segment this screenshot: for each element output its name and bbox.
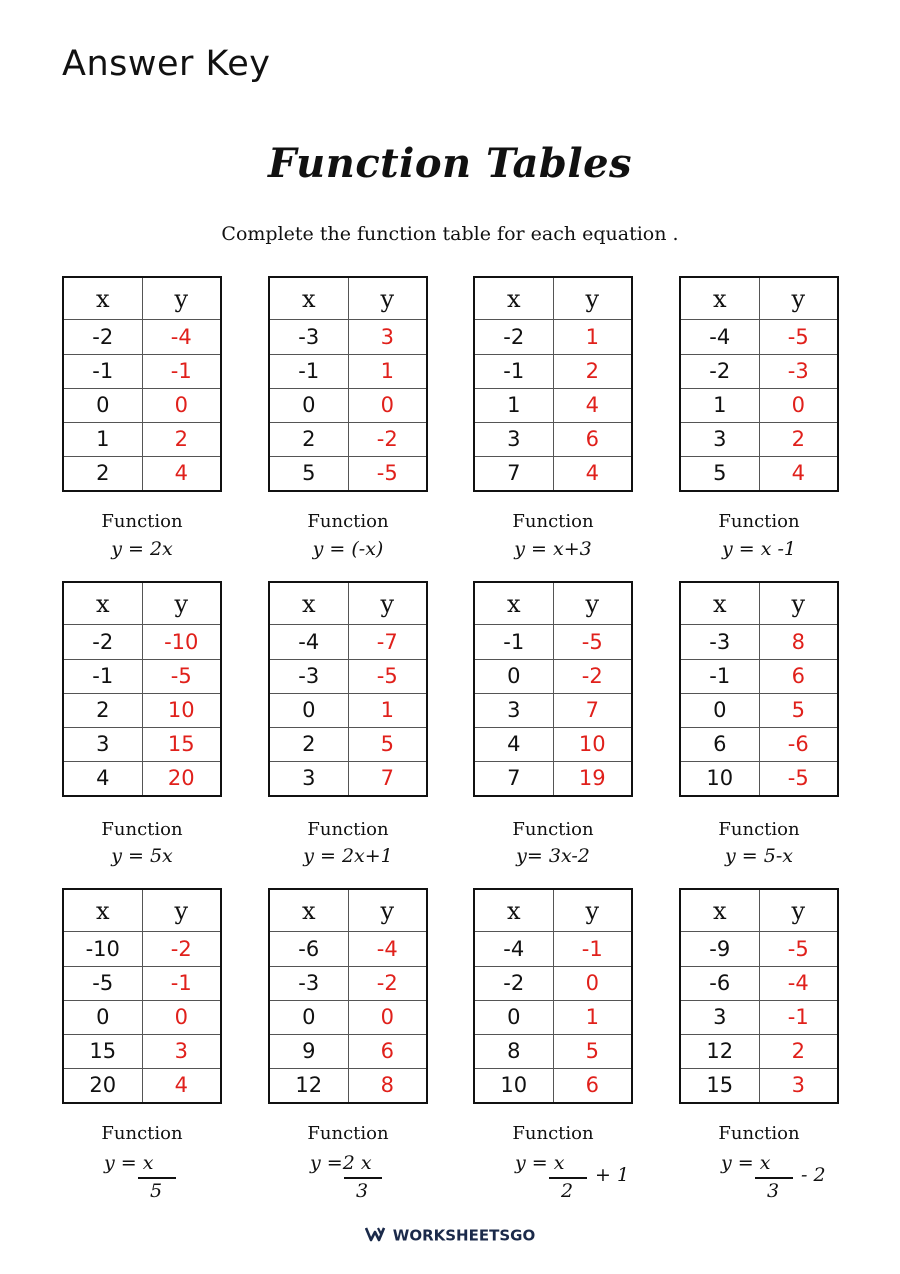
- function-table: [268, 581, 428, 797]
- table-row: [269, 727, 427, 761]
- x-value: -3: [269, 659, 348, 693]
- column-header-x: x: [269, 889, 348, 932]
- function-label: Function: [101, 511, 183, 532]
- table-row: [680, 354, 838, 388]
- column-header-y: y: [553, 277, 632, 320]
- y-answer: 4: [142, 456, 221, 491]
- table-row: [680, 693, 838, 727]
- x-value: -1: [63, 659, 142, 693]
- table-row: [474, 1000, 632, 1034]
- y-answer: 5: [759, 693, 838, 727]
- function-label: Function: [718, 1123, 800, 1144]
- function-table: [62, 276, 222, 492]
- table-row: [474, 659, 632, 693]
- table-row: [680, 1000, 838, 1034]
- y-answer: 1: [553, 1000, 632, 1034]
- table-row: [63, 625, 221, 659]
- x-value: 12: [680, 1034, 759, 1068]
- page-title: Function Tables: [267, 140, 633, 187]
- y-answer: 19: [553, 761, 632, 796]
- table-row: [474, 1068, 632, 1103]
- instructions: Complete the function table for each equation .: [221, 223, 679, 245]
- x-value: 5: [680, 456, 759, 491]
- y-answer: -7: [348, 625, 427, 659]
- x-value: -1: [474, 354, 553, 388]
- table-row: [269, 625, 427, 659]
- equation-numerator: y = x: [104, 1152, 154, 1174]
- y-answer: 3: [348, 320, 427, 354]
- table-row: [269, 422, 427, 456]
- y-answer: -4: [142, 320, 221, 354]
- x-value: 3: [63, 727, 142, 761]
- x-value: -3: [269, 966, 348, 1000]
- table-row: [63, 1000, 221, 1034]
- x-value: 6: [680, 727, 759, 761]
- x-value: 3: [474, 422, 553, 456]
- table-row: [474, 625, 632, 659]
- y-answer: -2: [553, 659, 632, 693]
- equation-numerator: y = x: [515, 1152, 565, 1174]
- function-label: Function: [101, 819, 183, 840]
- x-value: 0: [269, 388, 348, 422]
- equation-tail: - 2: [801, 1164, 826, 1186]
- y-answer: 4: [553, 456, 632, 491]
- y-answer: -5: [348, 456, 427, 491]
- y-answer: -10: [142, 625, 221, 659]
- table-row: [474, 932, 632, 966]
- function-equation: y= 3x-2: [516, 845, 590, 867]
- equation-denominator: 2: [561, 1180, 574, 1202]
- y-answer: 7: [348, 761, 427, 796]
- table-row: [269, 659, 427, 693]
- table-row: [474, 422, 632, 456]
- function-table: [62, 581, 222, 797]
- y-answer: -5: [553, 625, 632, 659]
- x-value: 8: [474, 1034, 553, 1068]
- y-answer: 6: [553, 422, 632, 456]
- function-label: Function: [307, 511, 389, 532]
- table-row: [680, 388, 838, 422]
- column-header-y: y: [142, 582, 221, 625]
- y-answer: 4: [142, 1068, 221, 1103]
- x-value: 0: [269, 693, 348, 727]
- column-header-x: x: [474, 277, 553, 320]
- function-equation: y = (-x): [312, 538, 384, 560]
- x-value: 4: [63, 761, 142, 796]
- column-header-y: y: [759, 277, 838, 320]
- y-answer: 5: [348, 727, 427, 761]
- x-value: 7: [474, 761, 553, 796]
- table-row: [680, 456, 838, 491]
- table-row: [63, 727, 221, 761]
- x-value: 2: [269, 422, 348, 456]
- table-row: [680, 761, 838, 796]
- function-table: [268, 888, 428, 1104]
- y-answer: -4: [759, 966, 838, 1000]
- table-row: [269, 966, 427, 1000]
- x-value: 10: [680, 761, 759, 796]
- function-table: [473, 888, 633, 1104]
- y-answer: 1: [348, 354, 427, 388]
- x-value: -10: [63, 932, 142, 966]
- table-row: [63, 354, 221, 388]
- x-value: 3: [269, 761, 348, 796]
- table-row: [474, 966, 632, 1000]
- x-value: 7: [474, 456, 553, 491]
- function-equation-fraction: [102, 1152, 232, 1202]
- x-value: -1: [474, 625, 553, 659]
- table-row: [680, 422, 838, 456]
- x-value: -4: [680, 320, 759, 354]
- function-label: Function: [512, 511, 594, 532]
- function-equation: y = x -1: [722, 538, 796, 560]
- x-value: 20: [63, 1068, 142, 1103]
- x-value: 0: [680, 693, 759, 727]
- y-answer: 6: [759, 659, 838, 693]
- table-row: [474, 1034, 632, 1068]
- equation-numerator: y =2 x: [310, 1152, 372, 1174]
- equation-denominator: 3: [767, 1180, 780, 1202]
- column-header-y: y: [142, 889, 221, 932]
- x-value: 4: [474, 727, 553, 761]
- table-row: [63, 422, 221, 456]
- x-value: -2: [474, 966, 553, 1000]
- table-row: [269, 354, 427, 388]
- function-equation-fraction: [719, 1152, 849, 1202]
- y-answer: 3: [759, 1068, 838, 1103]
- function-label: Function: [101, 1123, 183, 1144]
- fraction-bar: [344, 1177, 382, 1179]
- x-value: 12: [269, 1068, 348, 1103]
- table-row: [63, 388, 221, 422]
- y-answer: 1: [348, 693, 427, 727]
- answer-key-heading: Answer Key: [62, 44, 271, 84]
- footer-brand-suffix: GO: [510, 1226, 536, 1245]
- x-value: 5: [269, 456, 348, 491]
- table-row: [474, 727, 632, 761]
- y-answer: -3: [759, 354, 838, 388]
- y-answer: -2: [142, 932, 221, 966]
- function-table: [473, 581, 633, 797]
- x-value: 9: [269, 1034, 348, 1068]
- x-value: -3: [680, 625, 759, 659]
- y-answer: 2: [553, 354, 632, 388]
- y-answer: 15: [142, 727, 221, 761]
- table-row: [269, 320, 427, 354]
- column-header-y: y: [348, 277, 427, 320]
- y-answer: 0: [142, 388, 221, 422]
- y-answer: -5: [759, 761, 838, 796]
- y-answer: 3: [142, 1034, 221, 1068]
- y-answer: 0: [759, 388, 838, 422]
- y-answer: 4: [759, 456, 838, 491]
- y-answer: 2: [759, 422, 838, 456]
- table-row: [269, 932, 427, 966]
- x-value: -1: [680, 659, 759, 693]
- fraction-bar: [138, 1177, 176, 1179]
- y-answer: -1: [142, 966, 221, 1000]
- table-row: [63, 1034, 221, 1068]
- table-row: [680, 1068, 838, 1103]
- y-answer: 0: [348, 1000, 427, 1034]
- x-value: 0: [269, 1000, 348, 1034]
- column-header-x: x: [63, 582, 142, 625]
- function-equation: y = 5x: [111, 845, 173, 867]
- y-answer: -4: [348, 932, 427, 966]
- table-row: [269, 1000, 427, 1034]
- x-value: -2: [474, 320, 553, 354]
- footer-brand-name: WORKSHEETS: [392, 1226, 511, 1245]
- column-header-x: x: [680, 889, 759, 932]
- table-row: [63, 693, 221, 727]
- y-answer: 0: [553, 966, 632, 1000]
- function-equation: y = 2x+1: [303, 845, 393, 867]
- table-row: [269, 693, 427, 727]
- y-answer: 1: [553, 320, 632, 354]
- column-header-x: x: [474, 889, 553, 932]
- y-answer: 10: [142, 693, 221, 727]
- x-value: 3: [680, 422, 759, 456]
- y-answer: -5: [759, 932, 838, 966]
- function-table: [473, 276, 633, 492]
- x-value: -5: [63, 966, 142, 1000]
- y-answer: 5: [553, 1034, 632, 1068]
- y-answer: 6: [553, 1068, 632, 1103]
- table-row: [474, 456, 632, 491]
- x-value: -6: [680, 966, 759, 1000]
- x-value: 10: [474, 1068, 553, 1103]
- y-answer: 20: [142, 761, 221, 796]
- equation-denominator: 3: [356, 1180, 369, 1202]
- y-answer: 0: [348, 388, 427, 422]
- table-row: [63, 320, 221, 354]
- x-value: -2: [63, 625, 142, 659]
- x-value: 3: [680, 1000, 759, 1034]
- table-row: [474, 388, 632, 422]
- table-row: [680, 966, 838, 1000]
- column-header-y: y: [553, 889, 632, 932]
- y-answer: -5: [348, 659, 427, 693]
- y-answer: -5: [142, 659, 221, 693]
- y-answer: 8: [348, 1068, 427, 1103]
- equation-tail: + 1: [595, 1164, 630, 1186]
- column-header-y: y: [348, 582, 427, 625]
- table-row: [269, 456, 427, 491]
- function-label: Function: [307, 819, 389, 840]
- table-row: [63, 761, 221, 796]
- x-value: -9: [680, 932, 759, 966]
- column-header-x: x: [63, 277, 142, 320]
- function-label: Function: [512, 1123, 594, 1144]
- y-answer: 10: [553, 727, 632, 761]
- y-answer: 4: [553, 388, 632, 422]
- x-value: 0: [474, 659, 553, 693]
- fraction-bar: [549, 1177, 587, 1179]
- x-value: 0: [474, 1000, 553, 1034]
- function-table: [62, 888, 222, 1104]
- column-header-x: x: [680, 582, 759, 625]
- table-row: [63, 456, 221, 491]
- column-header-x: x: [63, 889, 142, 932]
- table-row: [63, 659, 221, 693]
- table-row: [63, 932, 221, 966]
- table-row: [269, 1034, 427, 1068]
- function-equation-fraction: [308, 1152, 438, 1202]
- x-value: 1: [680, 388, 759, 422]
- x-value: -6: [269, 932, 348, 966]
- footer-brand: [0, 1226, 900, 1246]
- x-value: -4: [474, 932, 553, 966]
- y-answer: -2: [348, 422, 427, 456]
- y-answer: 6: [348, 1034, 427, 1068]
- table-row: [269, 1068, 427, 1103]
- y-answer: -6: [759, 727, 838, 761]
- function-table: [679, 888, 839, 1104]
- x-value: -2: [63, 320, 142, 354]
- function-label: Function: [718, 511, 800, 532]
- column-header-x: x: [269, 277, 348, 320]
- table-row: [680, 659, 838, 693]
- function-label: Function: [512, 819, 594, 840]
- column-header-x: x: [680, 277, 759, 320]
- y-answer: 0: [142, 1000, 221, 1034]
- table-row: [680, 727, 838, 761]
- column-header-y: y: [759, 582, 838, 625]
- y-answer: 8: [759, 625, 838, 659]
- x-value: 1: [63, 422, 142, 456]
- worksheetsgo-logo-icon: [365, 1226, 389, 1246]
- x-value: -1: [269, 354, 348, 388]
- table-row: [680, 320, 838, 354]
- table-row: [63, 1068, 221, 1103]
- table-row: [269, 388, 427, 422]
- y-answer: -1: [759, 1000, 838, 1034]
- x-value: 1: [474, 388, 553, 422]
- x-value: 15: [63, 1034, 142, 1068]
- function-equation: y = 5-x: [725, 845, 793, 867]
- x-value: -4: [269, 625, 348, 659]
- function-table: [268, 276, 428, 492]
- table-row: [474, 693, 632, 727]
- column-header-x: x: [269, 582, 348, 625]
- x-value: -1: [63, 354, 142, 388]
- function-label: Function: [718, 819, 800, 840]
- y-answer: 7: [553, 693, 632, 727]
- column-header-y: y: [553, 582, 632, 625]
- equation-denominator: 5: [150, 1180, 163, 1202]
- x-value: 0: [63, 388, 142, 422]
- x-value: 0: [63, 1000, 142, 1034]
- table-row: [474, 761, 632, 796]
- function-table: [679, 581, 839, 797]
- y-answer: -1: [553, 932, 632, 966]
- table-row: [474, 320, 632, 354]
- column-header-y: y: [759, 889, 838, 932]
- y-answer: 2: [142, 422, 221, 456]
- x-value: -2: [680, 354, 759, 388]
- x-value: 15: [680, 1068, 759, 1103]
- function-equation: y = x+3: [514, 538, 592, 560]
- equation-numerator: y = x: [721, 1152, 771, 1174]
- function-table: [679, 276, 839, 492]
- fraction-bar: [755, 1177, 793, 1179]
- y-answer: -5: [759, 320, 838, 354]
- table-row: [680, 625, 838, 659]
- x-value: 2: [63, 456, 142, 491]
- y-answer: 2: [759, 1034, 838, 1068]
- function-equation: y = 2x: [111, 538, 173, 560]
- y-answer: -2: [348, 966, 427, 1000]
- y-answer: -1: [142, 354, 221, 388]
- column-header-y: y: [142, 277, 221, 320]
- function-equation-fraction: [513, 1152, 643, 1202]
- column-header-y: y: [348, 889, 427, 932]
- x-value: -3: [269, 320, 348, 354]
- column-header-x: x: [474, 582, 553, 625]
- x-value: 3: [474, 693, 553, 727]
- function-label: Function: [307, 1123, 389, 1144]
- table-row: [474, 354, 632, 388]
- x-value: 2: [63, 693, 142, 727]
- table-row: [63, 966, 221, 1000]
- table-row: [269, 761, 427, 796]
- table-row: [680, 932, 838, 966]
- x-value: 2: [269, 727, 348, 761]
- table-row: [680, 1034, 838, 1068]
